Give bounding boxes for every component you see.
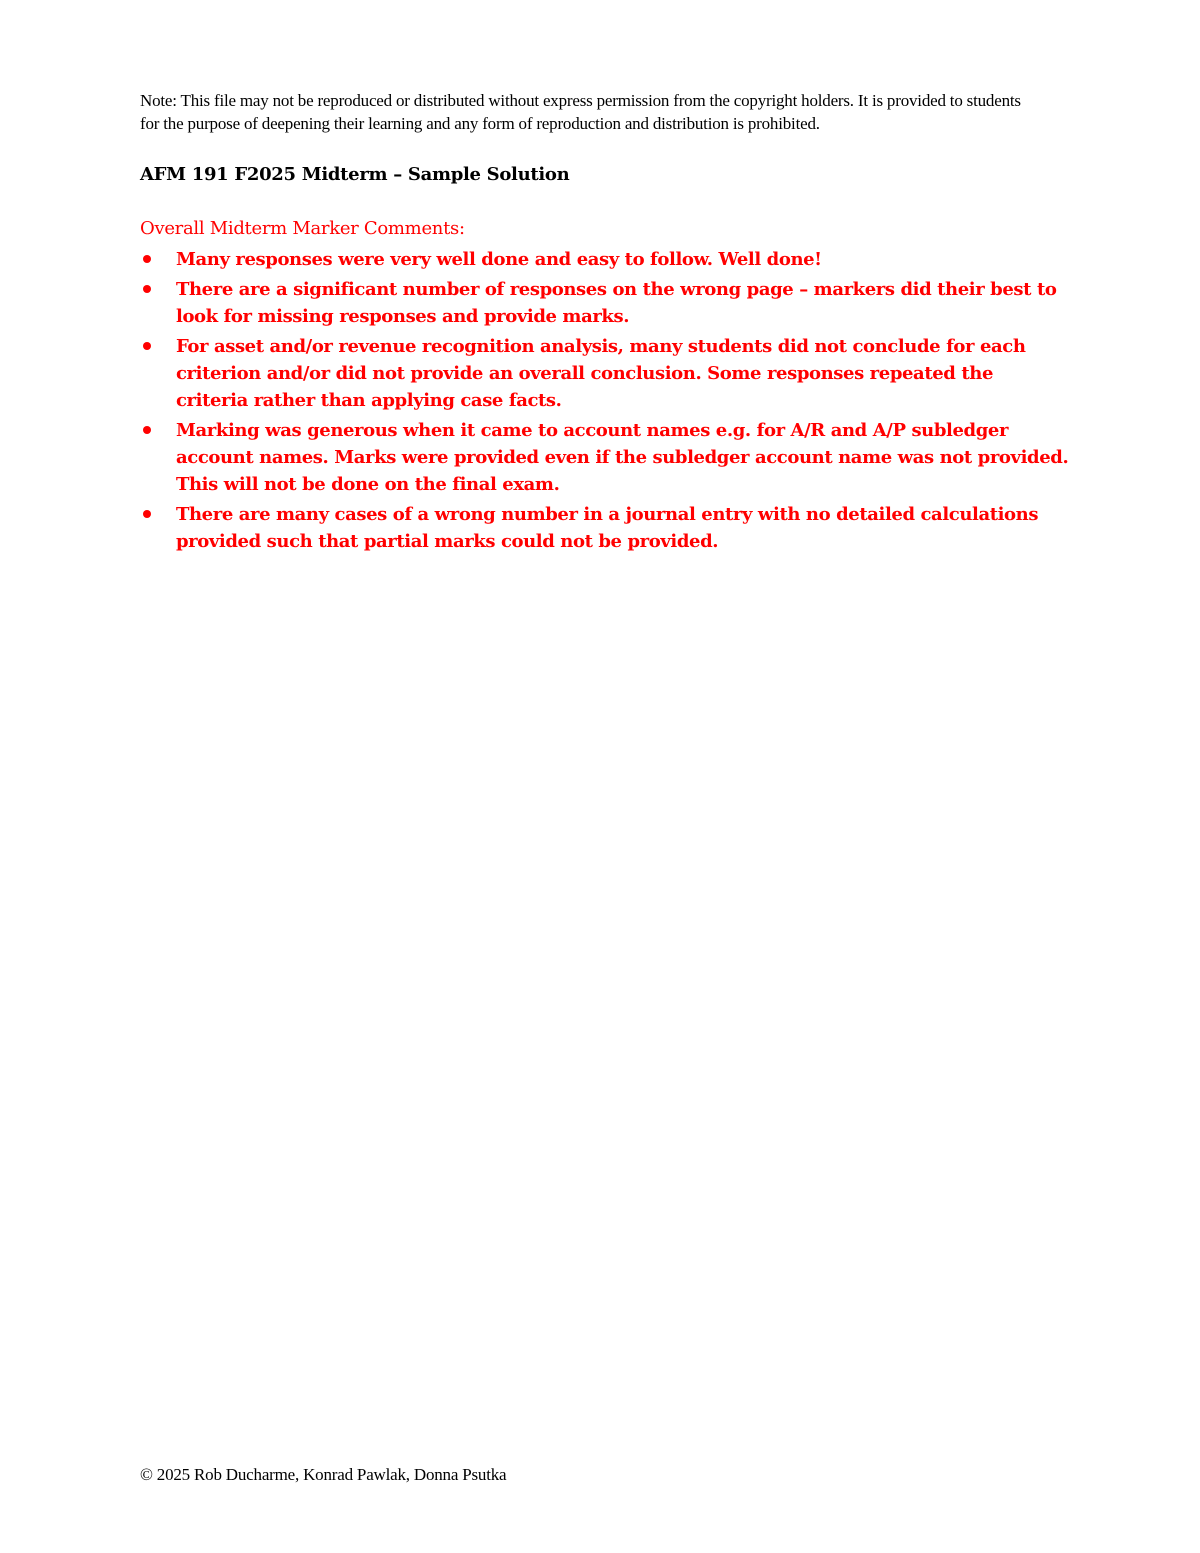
comment-text: There are many cases of a wrong number in a journal entry with no detailed calculations provided such that partial marks could not be provided.: [176, 504, 1039, 552]
bullet-icon: [143, 426, 151, 434]
comment-item: [140, 417, 1070, 498]
bullet-icon: [143, 342, 151, 350]
comment-text: Marking was generous when it came to account names e.g. for A/R and A/P subledger account names. Marks were provided even if the subledger account name was not provided. This will not be done on the final exam.: [176, 420, 1069, 495]
comment-text: Many responses were very well done and easy to follow. Well done!: [176, 249, 822, 270]
comment-item: [140, 246, 1070, 273]
bullet-icon: [143, 255, 151, 263]
comment-item: [140, 276, 1070, 330]
bullet-icon: [143, 285, 151, 293]
comment-item: [140, 333, 1070, 414]
comment-text: For asset and/or revenue recognition analysis, many students did not conclude for each criterion and/or did not provide an overall conclusion. Some responses repeated the criteria rather than applying case facts.: [176, 336, 1026, 411]
bullet-icon: [143, 510, 151, 518]
comment-text: There are a significant number of responses on the wrong page – markers did their best to look for missing responses and provide marks.: [176, 279, 1057, 327]
copyright-footer: © 2025 Rob Ducharme, Konrad Pawlak, Donna Psutka: [140, 1465, 507, 1484]
comment-item: [140, 501, 1070, 555]
marker-comments-list: [140, 246, 1070, 558]
copyright-note: Note: This file may not be reproduced or distributed without express permission from the copyright holders. It is provided to students for the purpose of deepening their learning and any form of reproduction and distribution is prohibited.: [140, 91, 1021, 133]
marker-comments-heading: Overall Midterm Marker Comments:: [140, 218, 465, 239]
document-title: AFM 191 F2025 Midterm – Sample Solution: [140, 164, 570, 185]
